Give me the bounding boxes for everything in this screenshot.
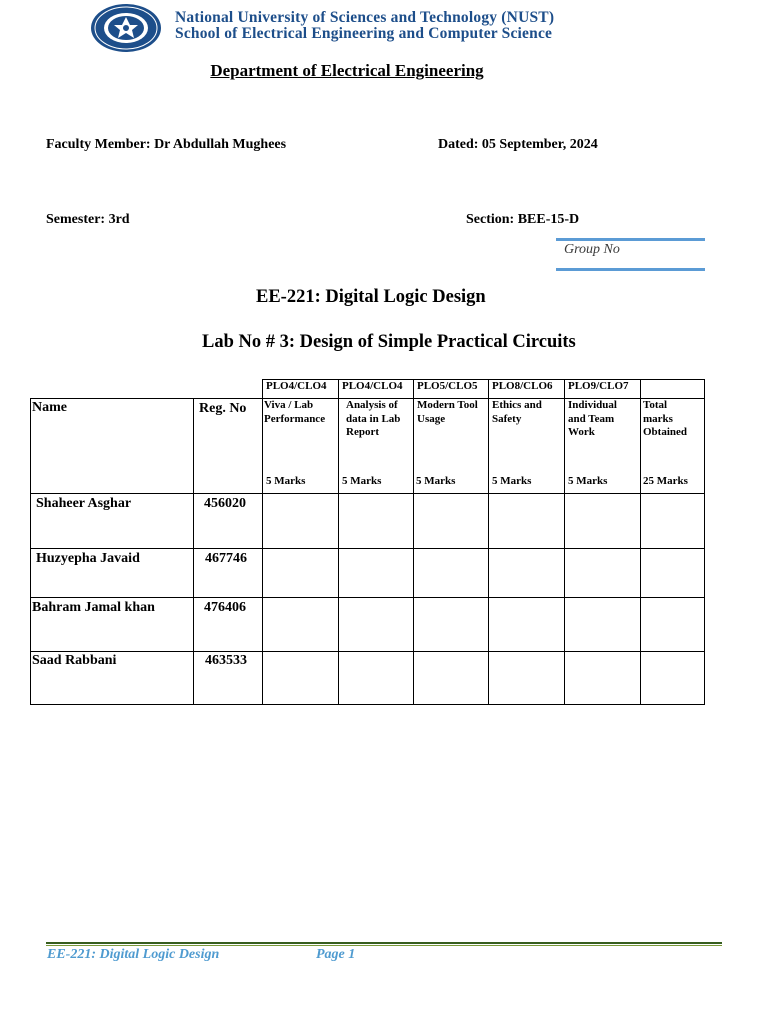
max-marks: 25 Marks [643, 475, 688, 487]
max-marks: 5 Marks [342, 475, 382, 487]
student-name: Bahram Jamal khan [32, 600, 155, 615]
date-line: Dated: 05 September, 2024 [438, 137, 598, 152]
student-reg-no: 476406 [204, 600, 246, 615]
table-rule [640, 379, 641, 705]
table-rule [262, 379, 705, 380]
max-marks: 5 Marks [492, 475, 532, 487]
table-rule [30, 548, 705, 549]
table-rule [193, 398, 194, 705]
table-rule [30, 597, 705, 598]
plo-header: PLO5/CLO5 [417, 380, 478, 392]
footer-rule [46, 942, 722, 944]
student-reg-no: 456020 [204, 496, 246, 511]
table-rule [704, 379, 705, 705]
footer-rule-thin [46, 945, 722, 946]
table-rule [262, 379, 263, 705]
plo-header: PLO8/CLO6 [492, 380, 553, 392]
group-bottom-rule [556, 268, 705, 271]
university-name: National University of Sciences and Technology (NUST) [175, 9, 555, 26]
lab-title: Lab No # 3: Design of Simple Practical Circuits [202, 332, 576, 352]
course-title: EE-221: Digital Logic Design [256, 287, 486, 307]
department-title: Department of Electrical Engineering [210, 61, 484, 80]
table-rule [30, 651, 705, 652]
school-name: School of Electrical Engineering and Computer Science [175, 25, 553, 42]
student-name: Huzyepha Javaid [36, 551, 140, 566]
criterion-header: Ethics and Safety [492, 399, 542, 425]
name-column-header: Name [32, 400, 67, 415]
table-rule [30, 398, 31, 705]
max-marks: 5 Marks [266, 475, 306, 487]
reg-column-header: Reg. No [199, 401, 247, 416]
student-reg-no: 467746 [205, 551, 247, 566]
max-marks: 5 Marks [568, 475, 608, 487]
plo-header: PLO9/CLO7 [568, 380, 629, 392]
nust-seal-icon [90, 3, 162, 53]
student-reg-no: 463533 [205, 653, 247, 668]
semester-line: Semester: 3rd [46, 212, 130, 227]
table-rule [338, 379, 339, 705]
footer-page-number: Page 1 [316, 947, 356, 962]
group-top-rule [556, 238, 705, 241]
section-line: Section: BEE-15-D [466, 212, 580, 227]
group-number-field: Group No [564, 242, 620, 257]
plo-header: PLO4/CLO4 [342, 380, 403, 392]
table-rule [413, 379, 414, 705]
max-marks: 5 Marks [416, 475, 456, 487]
table-rule [30, 704, 705, 705]
table-rule [488, 379, 489, 705]
criterion-header: Individual and Team Work [568, 399, 617, 438]
student-name: Saad Rabbani [32, 653, 117, 668]
table-rule [30, 493, 705, 494]
criterion-header: Analysis of data in Lab Report [346, 399, 401, 438]
table-rule [564, 379, 565, 705]
student-name: Shaheer Asghar [36, 496, 132, 511]
criterion-header: Viva / Lab Performance [264, 399, 326, 425]
faculty-member: Faculty Member: Dr Abdullah Mughees [46, 137, 287, 152]
footer-course-title: EE-221: Digital Logic Design [47, 947, 220, 962]
criterion-header: Total marks Obtained [643, 399, 688, 438]
plo-header: PLO4/CLO4 [266, 380, 327, 392]
criterion-header: Modern Tool Usage [417, 399, 478, 425]
